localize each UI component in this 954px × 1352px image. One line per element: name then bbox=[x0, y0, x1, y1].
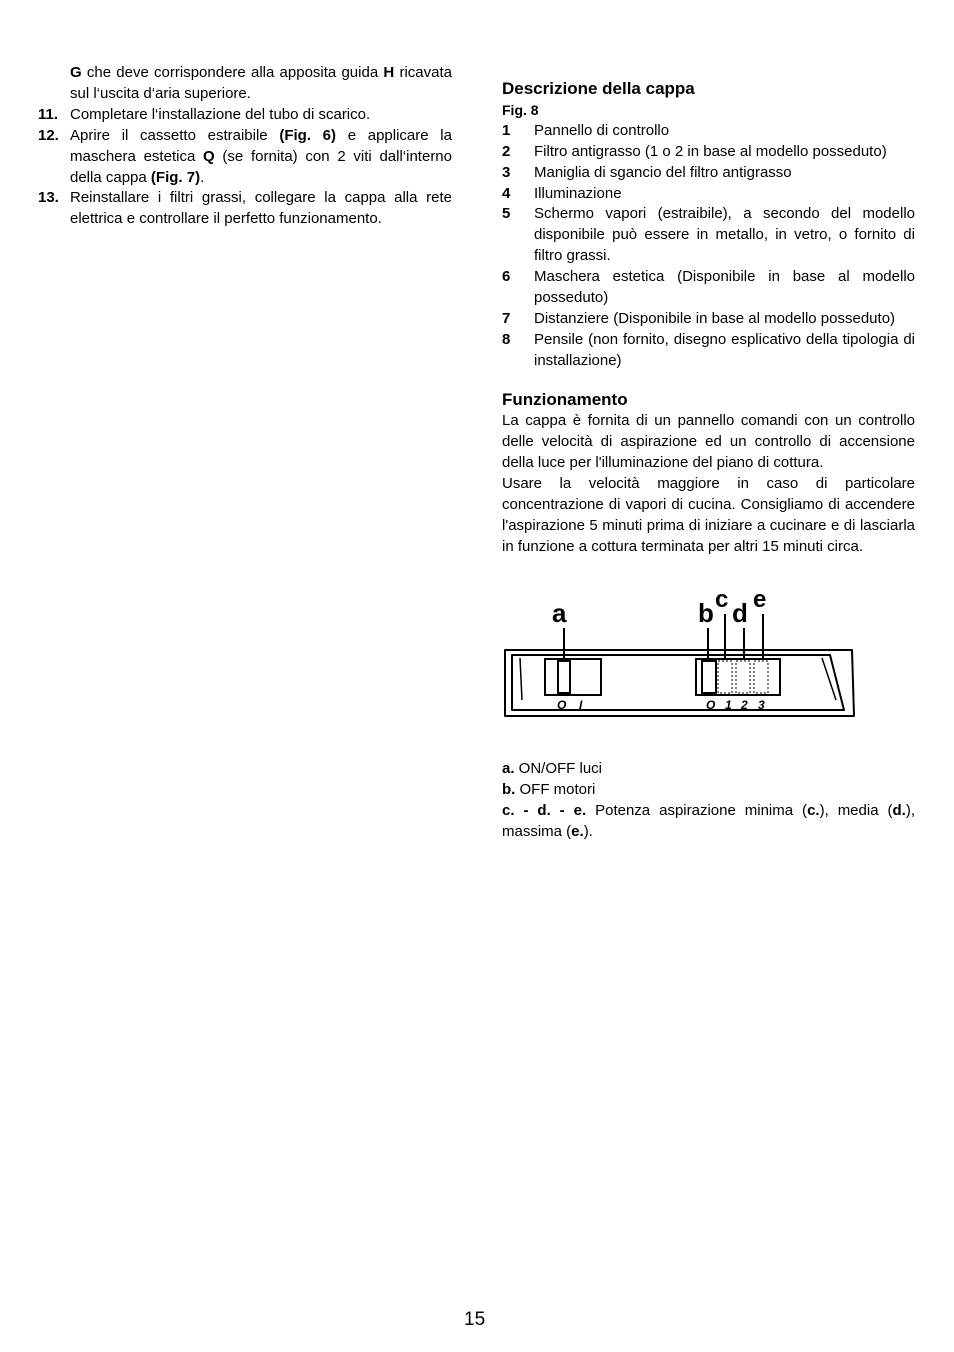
step-text: Aprire il cassetto estraibile (Fig. 6) e applicare la maschera estetica Q (se fornita) con 2 viti dall‘interno della cappa (Fig. 7). bbox=[70, 127, 452, 186]
description-item: 5 Schermo vapori (estraibile), a secondo del modello disponibile può essere in metallo, in vetro, o fornito di filtro grassi. bbox=[502, 205, 915, 264]
step-12 bbox=[38, 125, 452, 188]
panel-bevel-right bbox=[822, 658, 836, 700]
description-item: 6 Maschera estetica (Disponibile in base al modello posseduto) bbox=[502, 268, 915, 306]
fig-7-reference: (Fig. 7) bbox=[150, 169, 201, 186]
motor-scale-0: O bbox=[706, 698, 716, 712]
step-number: 11. bbox=[38, 106, 59, 123]
step-text: Completare l‘installazione del tubo di scarico. bbox=[70, 106, 371, 123]
operation-paragraph-1: La cappa è fornita di un pannello comandi con un controllo delle velocità di aspirazione ed un controllo di accensione della luce per l'illuminazione del piano di cottura. bbox=[502, 412, 915, 471]
callout-d: d bbox=[732, 598, 748, 628]
legend-b: b. OFF motori bbox=[502, 781, 596, 798]
callout-b: b bbox=[698, 598, 714, 628]
page-number: 15 bbox=[464, 1309, 486, 1330]
reference-g: G bbox=[70, 64, 82, 81]
callout-e: e bbox=[753, 586, 767, 613]
fig-6-reference: (Fig. 6) bbox=[279, 127, 337, 144]
reference-q: Q bbox=[203, 148, 215, 165]
figure-reference: Fig. 8 bbox=[502, 102, 539, 118]
description-item: 2 Filtro antigrasso (1 o 2 in base al modello posseduto) bbox=[502, 143, 887, 160]
light-switch bbox=[545, 659, 601, 695]
panel-bevel-left bbox=[520, 658, 522, 700]
operation-paragraph-2: Usare la velocità maggiore in caso di particolare concentrazione di vapori di cucina. Consigliamo di accendere l'aspirazione 5 minuti prima di iniziare a cucinare e di lasciarla in funzione a cottura terminata per altri 15 minuti circa. bbox=[502, 475, 915, 555]
legend-cde: c. - d. - e. Potenza aspirazione minima (c.), media (d.), massima (e.). bbox=[502, 802, 916, 840]
section-title-operation: Funzionamento bbox=[502, 390, 628, 409]
light-scale-off: O bbox=[557, 698, 567, 712]
callout-a: a bbox=[552, 598, 567, 628]
light-scale-on: I bbox=[579, 698, 583, 712]
description-item: 8 Pensile (non fornito, disegno esplicativo della tipologia di installazione) bbox=[502, 331, 915, 369]
step-number: 13. bbox=[38, 189, 59, 206]
legend-a: a. ON/OFF luci bbox=[502, 760, 603, 777]
step-13 bbox=[38, 187, 452, 229]
control-panel-illustration bbox=[500, 582, 860, 722]
step-10-continuation: G che deve corrispondere alla apposita guida H ricavata sul l‘uscita d‘aria superiore. bbox=[70, 64, 452, 102]
description-item: 3 Maniglia di sgancio del filtro antigrasso bbox=[502, 164, 792, 181]
callout-c: c bbox=[715, 586, 729, 613]
description-item: 1 Pannello di controllo bbox=[502, 122, 670, 139]
motor-switch bbox=[696, 659, 780, 695]
step-number: 12. bbox=[38, 127, 59, 144]
reference-h: H bbox=[383, 64, 395, 81]
motor-scale-1: 1 bbox=[725, 698, 732, 712]
step-11 bbox=[38, 104, 452, 125]
motor-scale-2: 2 bbox=[741, 698, 748, 712]
section-title-description: Descrizione della cappa bbox=[502, 79, 695, 98]
step-text: Reinstallare i filtri grassi, collegare la cappa alla rete elettrica e controllare il perfetto funzionamento. bbox=[70, 189, 452, 227]
description-item: 4 Illuminazione bbox=[502, 185, 622, 202]
motor-scale-3: 3 bbox=[758, 698, 765, 712]
description-item: 7 Distanziere (Disponibile in base al modello posseduto) bbox=[502, 310, 896, 327]
